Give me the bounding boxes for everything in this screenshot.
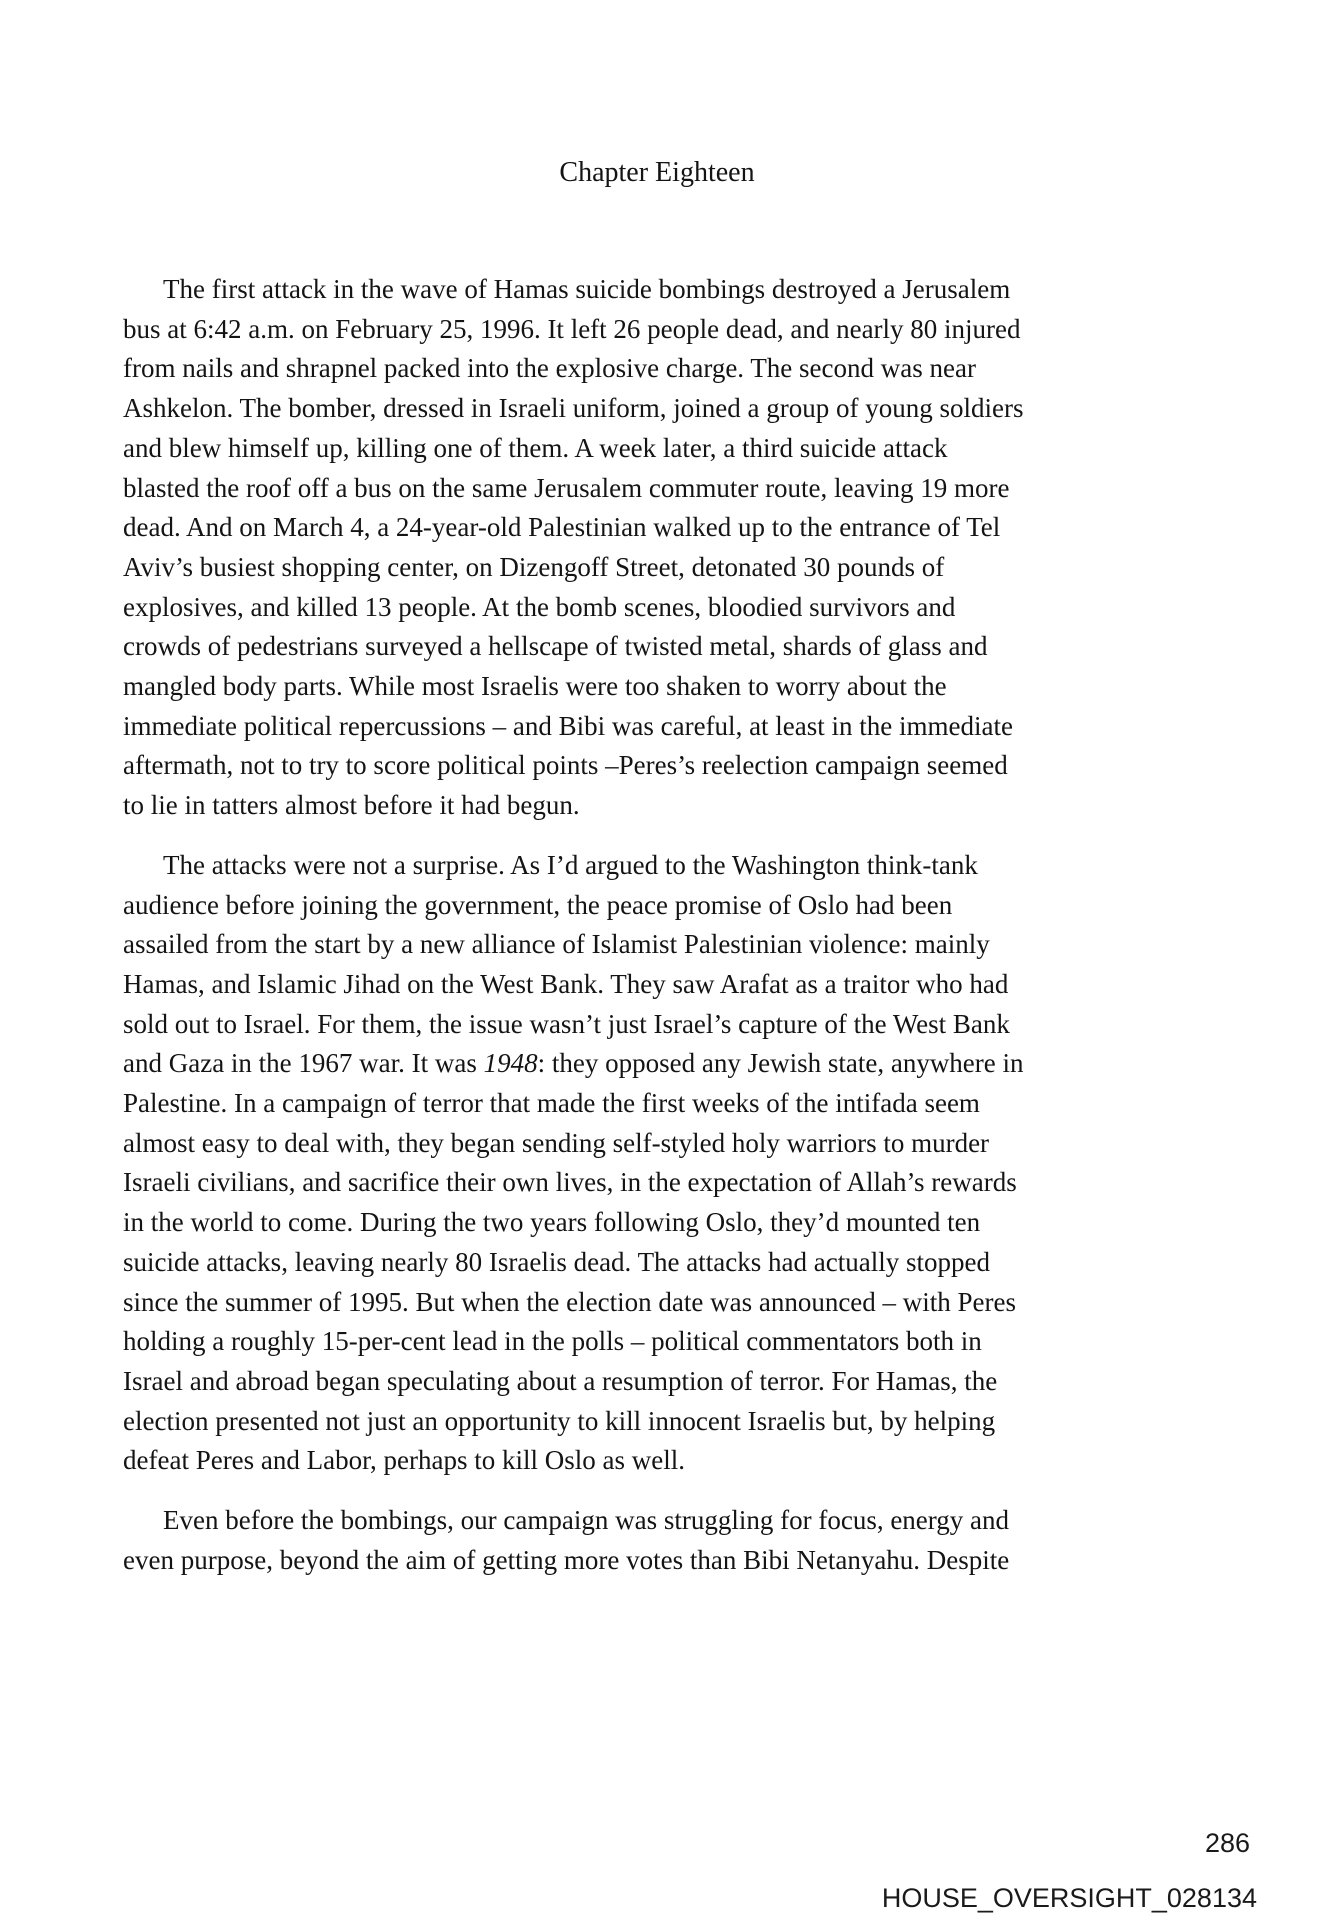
body-text: from nails and shrapnel packed into the explosive charge. The second was near [123,353,976,384]
chapter-title: Chapter Eighteen [559,157,755,188]
body-text: The attacks were not a surprise. As I’d argued to the Washington think-tank [163,849,978,880]
paragraph [123,270,1238,826]
bates-stamp: HOUSE_OVERSIGHT_028134 [881,1883,1257,1913]
body-text: immediate political repercussions – and Bibi was careful, at least in the immediate [123,710,1013,741]
paragraph [123,1501,1238,1580]
paragraph [123,846,1238,1481]
body-text: suicide attacks, leaving nearly 80 Israelis dead. The attacks had actually stopped [123,1246,990,1277]
body-text: mangled body parts. While most Israelis were too shaken to worry about the [123,671,947,702]
body-text: almost easy to deal with, they began sending self-styled holy warriors to murder [123,1127,990,1158]
body-text: Aviv’s busiest shopping center, on Dizengoff Street, detonated 30 pounds of [123,551,945,582]
body-text: aftermath, not to try to score political points –Peres’s reelection campaign seemed [123,750,1008,781]
body-text: and Gaza in the 1967 war. It was [123,1048,484,1079]
body-text: Hamas, and Islamic Jihad on the West Bank. They saw Arafat as a traitor who had [123,968,1009,999]
body-text: explosives, and killed 13 people. At the bomb scenes, bloodied survivors and [123,591,956,622]
body-text: audience before joining the government, the peace promise of Oslo had been [123,889,953,920]
body-text: crowds of pedestrians surveyed a hellscape of twisted metal, shards of glass and [123,631,988,662]
body-text: dead. And on March 4, a 24-year-old Palestinian walked up to the entrance of Tel [123,512,1001,543]
body-text: : they opposed any Jewish state, anywhere in [537,1048,1024,1079]
body-text: Palestine. In a campaign of terror that made the first weeks of the intifada seem [123,1088,980,1119]
body-text: The first attack in the wave of Hamas suicide bombings destroyed a Jerusalem [163,274,1011,304]
body-text: holding a roughly 15-per-cent lead in the polls – political commentators both in [123,1326,982,1357]
body-text: to lie in tatters almost before it had begun. [123,790,580,821]
body-text: sold out to Israel. For them, the issue wasn’t just Israel’s capture of the West Bank [123,1008,1010,1039]
body-text: election presented not just an opportunity to kill innocent Israelis but, by helping [123,1405,996,1436]
page-number: 286 [1204,1828,1250,1858]
body-text: in the world to come. During the two years following Oslo, they’d mounted ten [123,1207,981,1238]
body-text: defeat Peres and Labor, perhaps to kill Oslo as well. [123,1445,686,1476]
body-text: blasted the roof off a bus on the same Jerusalem commuter route, leaving 19 more [123,472,1010,503]
body-text: since the summer of 1995. But when the election date was announced – with Peres [123,1286,1017,1317]
body-text: bus at 6:42 a.m. on February 25, 1996. It left 26 people dead, and nearly 80 injured [123,313,1021,344]
body-text: assailed from the start by a new alliance of Islamist Palestinian violence: mainly [123,929,990,960]
body-text: Israel and abroad began speculating about a resumption of terror. For Hamas, the [123,1365,998,1396]
body-text: and blew himself up, killing one of them. A week later, a third suicide attack [123,432,948,463]
italic-text: 1948 [483,1048,538,1079]
body-text: Even before the bombings, our campaign was struggling for focus, energy and [163,1505,1010,1536]
body-text: even purpose, beyond the aim of getting more votes than Bibi Netanyahu. Despite [123,1544,1010,1575]
body-text: Israeli civilians, and sacrifice their own lives, in the expectation of Allah’s rewards [123,1167,1017,1198]
body-text: Ashkelon. The bomber, dressed in Israeli uniform, joined a group of young soldiers [123,393,1024,424]
text-block [123,270,1238,1601]
